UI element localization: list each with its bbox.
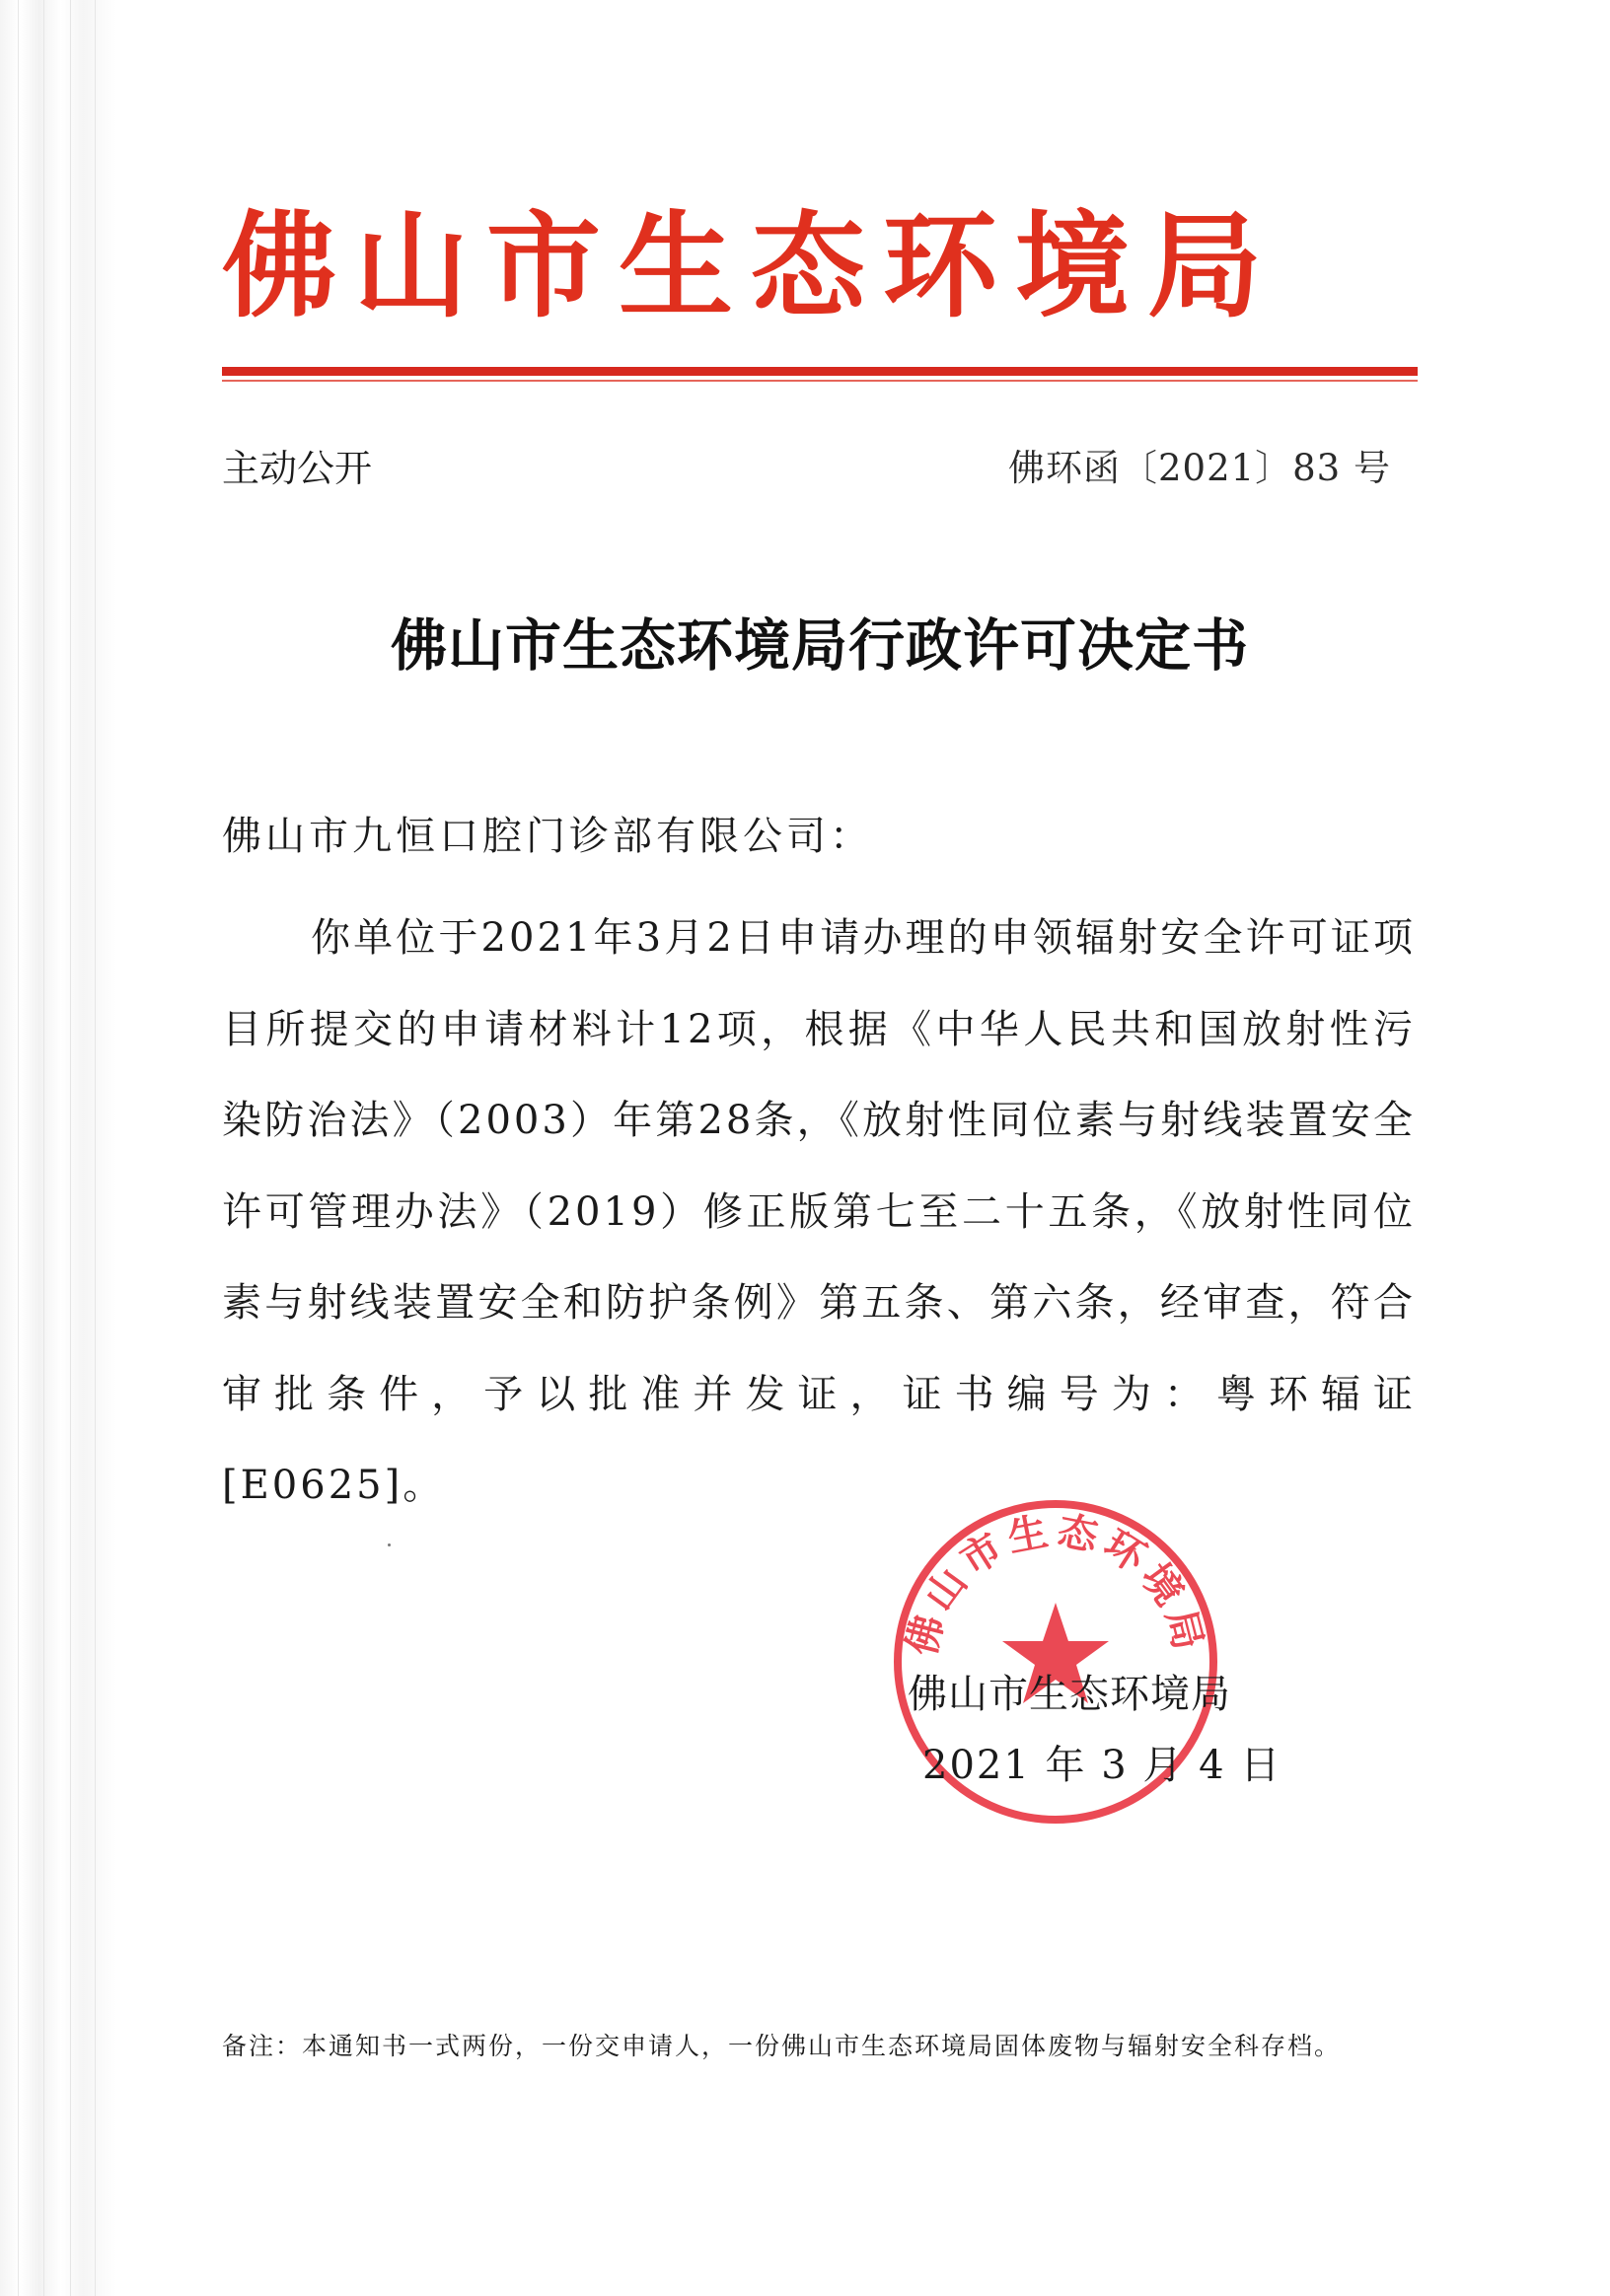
disclosure-label: 主动公开 <box>222 447 373 490</box>
document-number: 佛环函〔2021〕83 号 <box>1007 447 1391 489</box>
signing-organization: 佛山市生态环境局 <box>908 1672 1231 1717</box>
agency-letterhead: 佛山市生态环境局 <box>222 199 1280 333</box>
signing-date: 2021 年 3 月 4 日 <box>922 1743 1282 1788</box>
recipient-line: 佛山市九恒口腔门诊部有限公司： <box>222 814 873 859</box>
letterhead-red-rule-thin <box>222 380 1418 382</box>
seal-arc-text: 佛山市生态环境局 <box>899 1508 1212 1661</box>
footer-note: 备注：本通知书一式两份，一份交申请人，一份佛山市生态环境局固体废物与辐射安全科存档。 <box>222 2032 1342 2060</box>
document-title: 佛山市生态环境局行政许可决定书 <box>391 612 1249 679</box>
scan-edge-shadow <box>0 0 116 2296</box>
decision-body: 你单位于2021年3月2日申请办理的申领辐射安全许可证项目所提交的申请材料计12项，根据《中华人民共和国放射性污染防治法》（2003）年第28条，《放射性同位素与射线装置安全许可管理办法》（2019）修正版第七至二十五条，《放射性同位素与射线装置安全和防护条例》第五条、第六条，经审查，符合审批条件，予以批准并发证，证书编号为：粤环辐证[E0625]。 <box>222 915 1416 1508</box>
letterhead-red-rule <box>222 367 1418 376</box>
scan-speck <box>388 1543 391 1546</box>
